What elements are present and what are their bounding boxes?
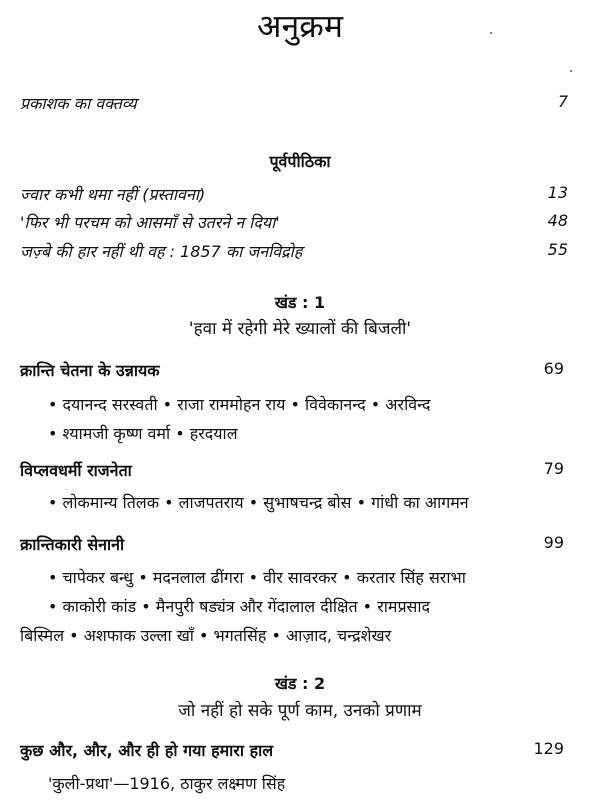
scan-speck <box>570 70 572 72</box>
chapter-page: 99 <box>543 533 564 552</box>
toc-entry-label: प्रकाशक का वक्तव्य <box>20 94 137 113</box>
toc-entry-page: 55 <box>547 240 568 259</box>
toc-entry-label: 'फिर भी परचम को आसमाँ से उतरने न दिया' <box>20 213 280 232</box>
chapter-page: 69 <box>543 359 564 378</box>
chapter-title: कुछ और, और, और ही हो गया हमारा हाल <box>20 741 274 760</box>
chapter-topics: • चापेकर बन्धु • मदनलाल ढींगरा • वीर सावरकर • करतार सिंह सराभा <box>48 568 466 587</box>
toc-entry-page: 7 <box>557 92 568 111</box>
chapter-title: विप्लवधर्मी राजनेता <box>20 461 132 480</box>
toc-entry-page: 48 <box>547 211 568 230</box>
part-subtitle: जो नहीं हो सके पूर्ण काम, उनको प्रणाम <box>178 701 422 721</box>
chapter-title: क्रान्ति चेतना के उन्नायक <box>20 361 160 380</box>
chapter-topics: • लोकमान्य तिलक • लाजपतराय • सुभाषचन्द्र बोस • गांधी का आगमन <box>48 493 469 512</box>
chapter-topics: • श्यामजी कृष्ण वर्मा • हरदयाल <box>48 424 238 443</box>
chapter-topics: 'कुली-प्रथा'—1916, ठाकुर लक्ष्मण सिंह <box>48 774 286 793</box>
chapter-page: 79 <box>543 459 564 478</box>
chapter-topics: बिस्मिल • अशफाक उल्ला खाँ • भगतसिंह • आज़ाद, चन्द्रशेखर <box>20 626 392 645</box>
toc-entry-page: 13 <box>547 183 568 202</box>
chapter-title: क्रान्तिकारी सेनानी <box>20 535 125 554</box>
section-heading: पूर्वपीठिका <box>269 152 331 171</box>
part-subtitle: 'हवा में रहेगी मेरे ख्यालों की बिजली' <box>188 319 412 339</box>
toc-entry-label: ज्वार कभी थमा नहीं (प्रस्तावना) <box>20 185 206 204</box>
page-title: अनुक्रम <box>257 7 343 45</box>
part-heading: खंड : 1 <box>274 293 326 312</box>
scan-speck <box>490 32 492 34</box>
chapter-page: 129 <box>533 739 564 758</box>
toc-entry-label: जज़्बे की हार नहीं थी वह : 1857 का जनविद्रोह <box>20 242 303 261</box>
chapter-topics: • काकोरी कांड • मैनपुरी षड्यंत्र और गेंदालाल दीक्षित • रामप्रसाद <box>48 597 431 616</box>
chapter-topics: • दयानन्द सरस्वती • राजा राममोहन राय • विवेकानन्द • अरविन्द <box>48 395 431 414</box>
part-heading: खंड : 2 <box>274 674 326 693</box>
